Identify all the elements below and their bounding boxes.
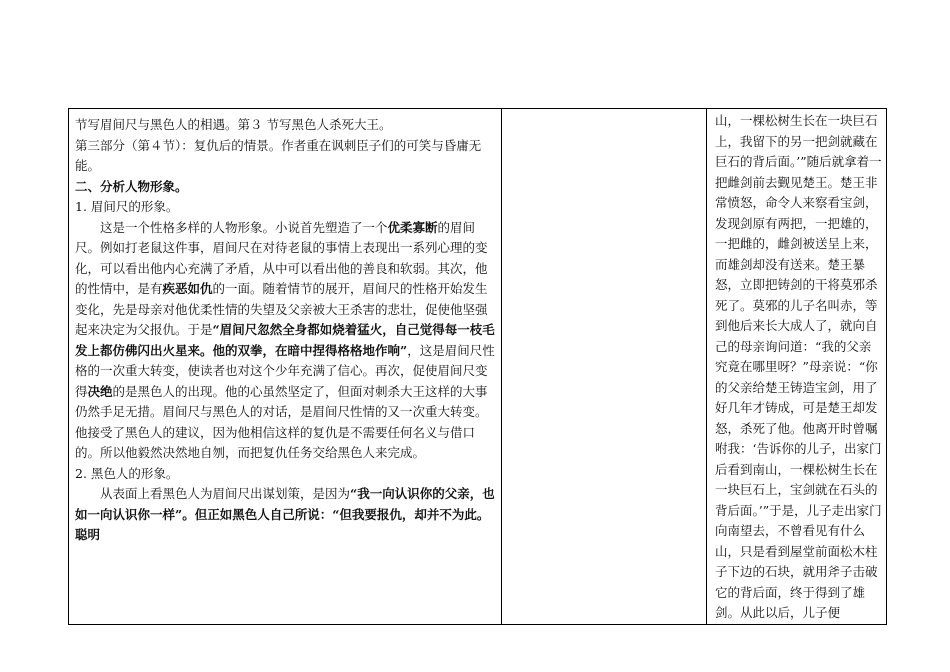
text-run: 的是黑色人的出现。他的心虽然坚定了，但面对刺杀大王这样的大事仍然手足无措。眉间尺与黑色人的对话，是眉间尺性情的又一次重大转变。他接受了黑色人的建议，因为他相信这样的复仇是不需要任何名义与借口的。所以他毅然决然地自刎，而把复仇任务交给黑色人来完成。: [75, 383, 488, 460]
text-line: 节写眉间尺与黑色人的相遇。第３ 节写黑色人杀死大王。: [75, 117, 392, 132]
section-heading: 二、分析人物形象。: [75, 178, 188, 194]
text-run: ，这是眉间尺性格的一次重大转变，使读者也对这个少年充满了信心。再次，促使眉间尺变得: [75, 342, 495, 399]
paragraph-heiseren: [75, 484, 495, 546]
middle-empty-cell: [502, 109, 707, 625]
right-text-cell: [707, 109, 887, 625]
text-run: 从表面上看黑色人为眉间尺出谋划策，是因为: [100, 486, 351, 501]
subsection-heading: 2. 黑色人的形象。: [75, 465, 179, 481]
emphasis-quote: “我一向认识你的父亲，也如一向认识你一样”。但正如黑色人自己所说：“但我要报仇，却并不为此。聪明: [75, 486, 495, 542]
text-run: 的眉间尺。例如打老鼠这件事，眉间尺在对待老鼠的事情上表现出一系列心理的变化，可以看出他内心充满了矛盾，从中可以看出他的善良和软弱。其次，他的性情中，是有: [75, 219, 488, 296]
emphasis-text: 疾恶如仇: [162, 281, 213, 296]
subsection-heading: 1. 眉间尺的形象。: [75, 199, 179, 214]
text-run: 这是一个性格多样的人物形象。小说首先塑造了一个: [100, 219, 388, 235]
emphasis-quote: “眉间尺忽然全身都如烧着猛火，自己觉得每一枝毛发上都仿佛闪出火星来。他的双拳，在暗中捏得格格地作响”: [75, 322, 495, 358]
story-text: 山，一棵松树生长在一块巨石上，我留下的另一把剑就藏在巨石的背后面。’”随后就拿着一把雌剑前去觐见楚王。楚王非常愤怒，命令人来察看宝剑，发现剑原有两把，一把雄的，一把雌的，雌剑被送呈上来，而雄剑却没有送来。楚王暴怒，立即把铸剑的干将莫邪杀死了。莫邪的儿子名叫赤，等到他后来长大成人了，就向自己的母亲询问道：“我的父亲究竟在哪里呀？”母亲说：“你的父亲给楚王铸造宝剑，用了好几年才铸成，可是楚王却发怒，杀死了他。他离开时曾嘱咐我：‘告诉你的儿子，出家门后看到南山，一棵松树生长在一块巨石上，宝剑就在石头的背后面。’”于是，儿子走出家门向南望去，不曾看见有什么山，只是看到屋堂前面松木柱子下边的石块，就用斧子击破它的背后面，终于得到了雄剑。从此以后，儿子便: [715, 113, 882, 620]
paragraph-meijianchi: [75, 218, 495, 464]
emphasis-text: 优柔寡断: [387, 219, 438, 235]
text-run: 的一面。随着情节的展开，眉间尺的性格开始发生变化，先是母亲对他优柔性情的失望及父亲被大王杀害的悲壮，促使他坚强起来决定为父报仇。于是: [75, 281, 488, 337]
text-line: 第三部分（第４节）：复仇后的情景。作者重在讽刺臣子们的可笑与昏庸无能。: [75, 137, 482, 173]
emphasis-text: 决绝: [87, 383, 113, 399]
document-table: [68, 108, 887, 625]
left-text-cell: [69, 109, 502, 625]
